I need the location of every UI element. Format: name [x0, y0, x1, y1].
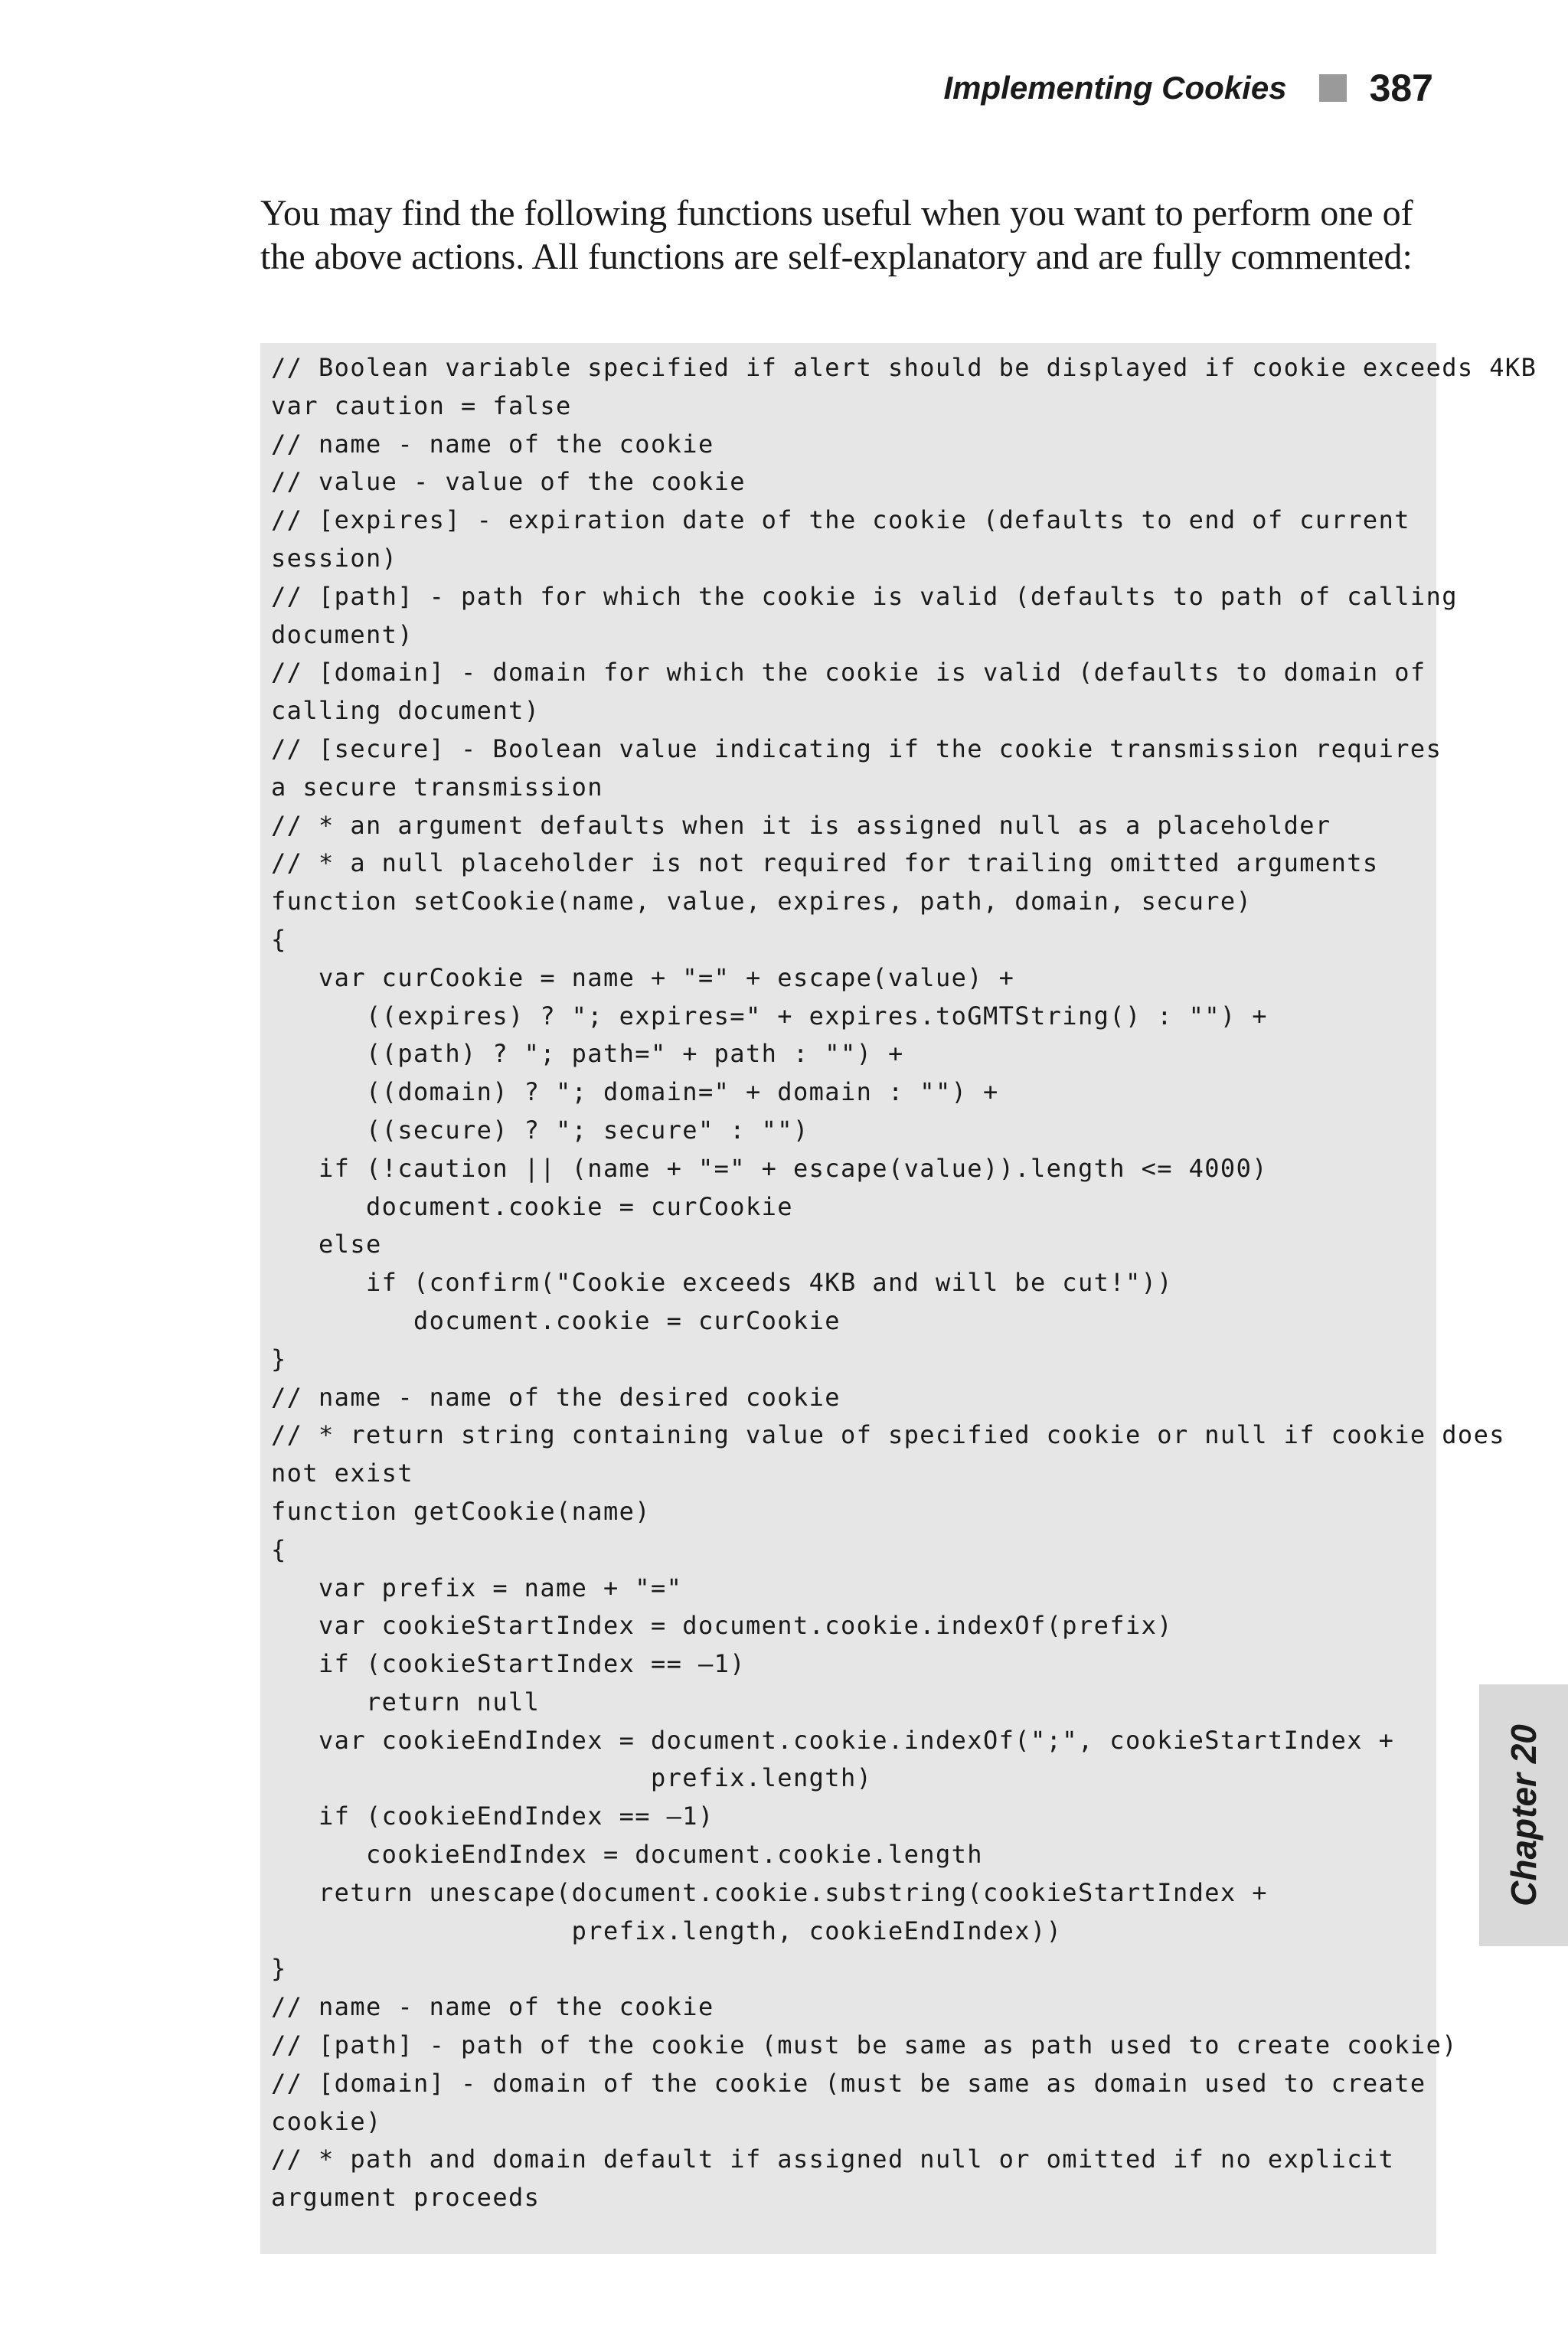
header-square-marker — [1319, 74, 1347, 102]
code-line: if (cookieEndIndex == –1) — [271, 1802, 714, 1831]
code-line: } — [271, 1344, 287, 1374]
code-line: // * return string containing value of specified cookie or null if cookie does — [271, 1420, 1505, 1450]
code-line: document) — [271, 619, 413, 649]
code-line: // name - name of the cookie — [271, 1992, 714, 2022]
code-line: { — [271, 1534, 287, 1564]
code-line: var prefix = name + "=" — [271, 1573, 683, 1602]
code-line: // [path] - path of the cookie (must be same as path used to create cookie) — [271, 2030, 1458, 2060]
code-line: return null — [271, 1687, 541, 1717]
code-line: var curCookie = name + "=" + escape(value) + — [271, 962, 1015, 992]
code-line: // name - name of the desired cookie — [271, 1382, 841, 1412]
chapter-label: Chapter 20 — [1504, 1724, 1544, 1906]
code-line: cookieEndIndex = document.cookie.length — [271, 1840, 983, 1870]
code-line: // name - name of the cookie — [271, 429, 714, 459]
code-line: document.cookie = curCookie — [271, 1305, 841, 1335]
code-line: // [expires] - expiration date of the cookie (defaults to end of current — [271, 505, 1410, 535]
code-line: cookie) — [271, 2106, 382, 2136]
code-line: if (!caution || (name + "=" + escape(value)).length <= 4000) — [271, 1153, 1268, 1183]
code-line: document.cookie = curCookie — [271, 1191, 793, 1221]
code-line: session) — [271, 543, 398, 573]
code-line: prefix.length) — [271, 1763, 873, 1793]
code-line: ((expires) ? "; expires=" + expires.toGMTString() : "") + — [271, 1001, 1268, 1031]
intro-paragraph: You may find the following functions useful when you want to perform one of the above actions. All functions are self-explanatory and are fully commented: — [260, 193, 1413, 277]
running-title: Implementing Cookies — [943, 70, 1287, 106]
code-line: not exist — [271, 1459, 413, 1488]
code-line: // Boolean variable specified if alert should be displayed if cookie exceeds 4KB — [271, 353, 1537, 382]
code-line: { — [271, 924, 287, 954]
code-line: ((path) ? "; path=" + path : "") + — [271, 1039, 904, 1069]
code-line: var caution = false — [271, 390, 572, 420]
code-line: // * path and domain default if assigned null or omitted if no explicit — [271, 2145, 1395, 2174]
code-line: a secure transmission — [271, 772, 603, 802]
code-line: function setCookie(name, value, expires, path, domain, secure) — [271, 887, 1253, 916]
code-line: var cookieEndIndex = document.cookie.indexOf(";", cookieStartIndex + — [271, 1725, 1395, 1755]
running-header — [943, 66, 1433, 110]
code-line: // [secure] - Boolean value indicating if the cookie transmission requires — [271, 733, 1442, 763]
code-line: calling document) — [271, 696, 541, 726]
code-line: if (cookieStartIndex == –1) — [271, 1649, 746, 1679]
code-line: function getCookie(name) — [271, 1496, 651, 1526]
page-number: 387 — [1369, 67, 1433, 109]
code-line: // * a null placeholder is not required for trailing omitted arguments — [271, 848, 1379, 878]
code-line: if (confirm("Cookie exceeds 4KB and will be cut!")) — [271, 1268, 1173, 1298]
code-line: ((secure) ? "; secure" : "") — [271, 1115, 809, 1145]
code-line: return unescape(document.cookie.substring(cookieStartIndex + — [271, 1877, 1268, 1907]
code-line: } — [271, 1954, 287, 1984]
code-line: var cookieStartIndex = document.cookie.indexOf(prefix) — [271, 1611, 1173, 1641]
code-line: // [domain] - domain of the cookie (must be same as domain used to create — [271, 2068, 1426, 2098]
code-line: // value - value of the cookie — [271, 467, 746, 497]
code-line: argument proceeds — [271, 2183, 541, 2213]
code-line: ((domain) ? "; domain=" + domain : "") + — [271, 1077, 999, 1107]
code-line: // [domain] - domain for which the cookie is valid (defaults to domain of — [271, 658, 1426, 688]
code-line: prefix.length, cookieEndIndex)) — [271, 1916, 1063, 1945]
code-line: // * an argument defaults when it is assigned null as a placeholder — [271, 810, 1331, 840]
code-line: else — [271, 1230, 382, 1259]
code-line: // [path] - path for which the cookie is valid (defaults to path of calling — [271, 581, 1458, 611]
chapter-thumb-tab — [1479, 1684, 1568, 1946]
